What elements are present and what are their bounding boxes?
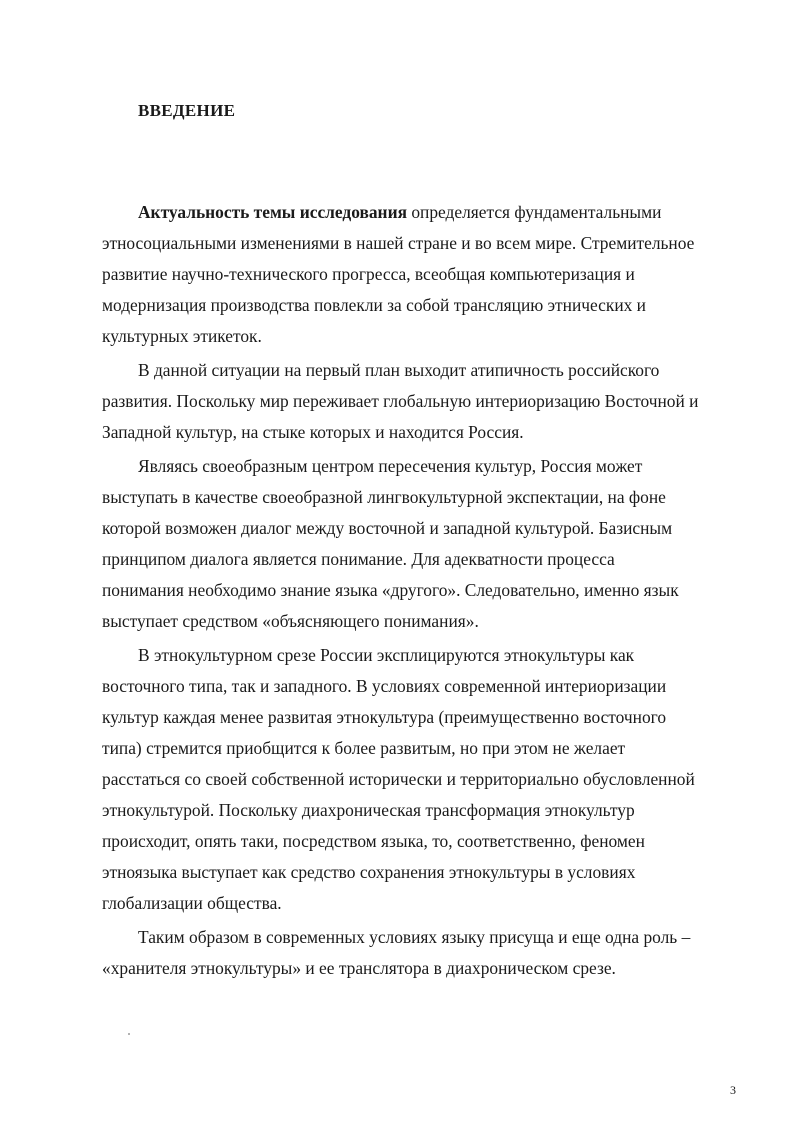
paragraph-3 (102, 451, 726, 637)
text-line: выступает средством «объясняющего понимания». (102, 611, 479, 631)
text-line (102, 197, 726, 228)
paragraph-1 (102, 197, 726, 352)
text-line: культур каждая менее развитая этнокультура (преимущественно восточного (102, 707, 667, 727)
text-line: принципом диалога является понимание. Для адекватности процесса (102, 549, 615, 569)
body-text (102, 197, 726, 984)
text-line: типа) стремится приобщится к более развитым, но при этом не желает (102, 738, 626, 758)
emphasis-lead: Актуальность темы исследования (138, 202, 408, 222)
page-number: 3 (730, 1083, 736, 1097)
text-line: этноязыка выступает как средство сохранения этнокультуры в условиях (102, 862, 636, 882)
text-line: Западной культур, на стыке которых и находится Россия. (102, 422, 524, 442)
scan-speck (128, 1033, 130, 1035)
text-line: Таким образом в современных условиях языку присуща и еще одна роль – (138, 927, 691, 947)
text-line: расстаться со своей собственной исторически и территориально обусловленной (102, 769, 695, 789)
text-line: В данной ситуации на первый план выходит атипичность российского (138, 360, 660, 380)
paragraph-2 (102, 355, 726, 448)
section-heading: ВВЕДЕНИЕ (138, 101, 236, 120)
text-line: глобализации общества. (102, 893, 282, 913)
text-line: понимания необходимо знание языка «другого». Следовательно, именно язык (102, 580, 679, 600)
text-line: Являясь своеобразным центром пересечения культур, Россия может (138, 456, 643, 476)
text-run: определяется фундаментальными (407, 202, 662, 222)
text-line: этносоциальными изменениями в нашей стране и во всем мире. Стремительное (102, 233, 695, 253)
text-line: культурных этикеток. (102, 326, 262, 346)
text-line: «хранителя этнокультуры» и ее транслятора в диахроническом срезе. (102, 958, 616, 978)
text-line: В этнокультурном срезе России эксплицируются этнокультуры как (138, 645, 635, 665)
text-line: восточного типа, так и западного. В условиях современной интериоризации (102, 676, 667, 696)
text-line: этнокультурой. Поскольку диахроническая трансформация этнокультур (102, 800, 635, 820)
paragraph-4 (102, 640, 726, 919)
text-line: которой возможен диалог между восточной и западной культурой. Базисным (102, 518, 673, 538)
text-line: происходит, опять таки, посредством языка, то, соответственно, феномен (102, 831, 645, 851)
text-line: развития. Поскольку мир переживает глобальную интериоризацию Восточной и (102, 391, 699, 411)
text-line: развитие научно-технического прогресса, всеобщая компьютеризация и (102, 264, 635, 284)
paragraph-5 (102, 922, 726, 984)
text-line: выступать в качестве своеобразной лингвокультурной экспектации, на фоне (102, 487, 666, 507)
text-line: модернизация производства повлекли за собой трансляцию этнических и (102, 295, 646, 315)
